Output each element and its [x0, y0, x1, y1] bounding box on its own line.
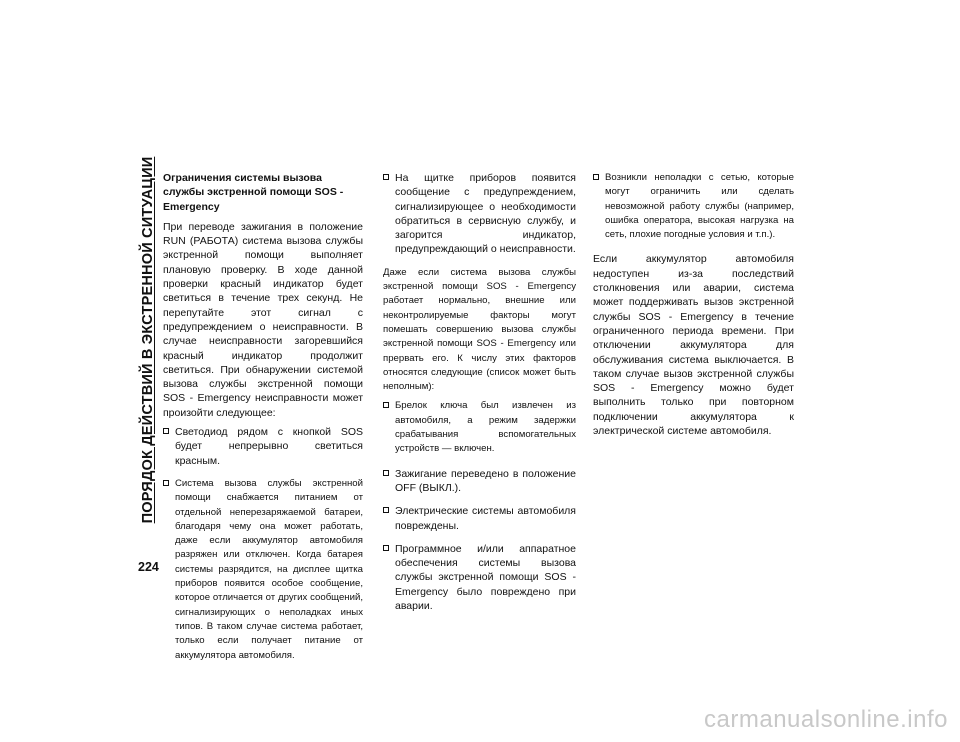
- list-item-text: Брелок ключа был извлечен из автомобиля, а режим задержки срабатывания вспомогательных устройств — включен.: [395, 400, 576, 455]
- list-item: [163, 425, 363, 468]
- list-item-text: Электрические системы автомобиля повреждены.: [395, 505, 576, 532]
- square-bullet-icon: [383, 507, 389, 513]
- list-item-text: Система вызова службы экстренной помощи снабжается питанием от отдельной неперезаряжаемой батареи, благодаря чему она может работать, даже если аккумулятор автомобиля разряжен или отключен. Когда батарея системы разрядится, на дисплее щитка приборов появится особое сообщение, которое отличается от других сообщений, сигнализирующих о неполадках иных типов. В таком случае система работает, только если получает питание от аккумулятора автомобиля.: [175, 477, 363, 661]
- page-number: 224: [138, 560, 159, 574]
- bullet-list-top: [383, 171, 576, 257]
- bullet-list: [383, 399, 576, 613]
- bullet-list-top: [593, 171, 794, 242]
- square-bullet-icon: [163, 428, 169, 434]
- square-bullet-icon: [593, 174, 599, 180]
- list-item: [383, 467, 576, 496]
- square-bullet-icon: [383, 174, 389, 180]
- list-item: [593, 171, 794, 242]
- square-bullet-icon: [163, 480, 169, 486]
- intro-paragraph: При переводе зажигания в положение RUN (РАБОТА) система вызова службы экстренной помощи выполняет плановую проверку. В ходе данной проверки красный индикатор будет светиться в течение трех секунд. Не перепутайте этот сигнал с предупреждением о неисправности. В случае неисправности загоревшийся красный индикатор продолжит светиться. При обнаружении системой вызова службы экстренной помощи SOS - Emergency неисправности может произойти следующее:: [163, 220, 363, 419]
- list-item: [383, 504, 576, 533]
- bullet-list: [163, 425, 363, 663]
- column-3: [593, 171, 794, 443]
- list-item-text: На щитке приборов появится сообщение с предупреждением, сигнализирующее о необходимости обратиться в сервисную службу, и загорится индикатор, предупреждающий о неисправности.: [395, 172, 576, 256]
- factors-paragraph: Даже если система вызова службы экстренной помощи SOS - Emergency работает нормально, внешние или неконтролируемые факторы могут помешать совершению вызова службы экстренной помощи SOS - Emergency или прервать его. К числу этих факторов относятся следующие (список может быть неполным):: [383, 266, 576, 393]
- list-item-text: Светодиод рядом с кнопкой SOS будет непрерывно светиться красным.: [175, 426, 363, 467]
- column-1: [163, 171, 363, 673]
- list-item-text: Возникли неполадки с сетью, которые могут ограничить или сделать невозможной работу службы (например, ошибка оператора, высокая нагрузка на сеть, плохие погодные условия и т.п.).: [605, 172, 794, 241]
- chapter-title-text: ПОРЯДОК ДЕЙСТВИЙ В ЭКСТРЕННОЙ СИТУАЦИИ: [140, 156, 156, 524]
- list-item-text: Зажигание переведено в положение OFF (ВЫКЛ.).: [395, 467, 576, 494]
- list-item: [383, 399, 576, 456]
- section-heading: Ограничения системы вызова службы экстренной помощи SOS - Emergency: [163, 172, 344, 213]
- square-bullet-icon: [383, 470, 389, 476]
- list-item-text: Программное и/или аппаратное обеспечения системы вызова службы экстренной помощи SOS - Emergency было повреждено при аварии.: [395, 542, 576, 613]
- chapter-side-title: [136, 156, 160, 524]
- battery-paragraph: Если аккумулятор автомобиля недоступен из-за последствий столкновения или аварии, система может поддерживать вызов экстренной службы SOS - Emergency в течение ограниченного периода времени. При отключении аккумулятора для обслуживания система выключается. В таком случае вызов экстренной службы SOS - Emergency можно будет выполнить только при повторном подключении аккумулятора к электрической системе автомобиля.: [593, 253, 794, 438]
- list-item: [383, 171, 576, 257]
- watermark-text: carmanualsonline.info: [704, 706, 948, 733]
- list-item: [163, 477, 363, 663]
- list-item: [383, 542, 576, 613]
- square-bullet-icon: [383, 402, 389, 408]
- column-2: [383, 171, 576, 622]
- square-bullet-icon: [383, 545, 389, 551]
